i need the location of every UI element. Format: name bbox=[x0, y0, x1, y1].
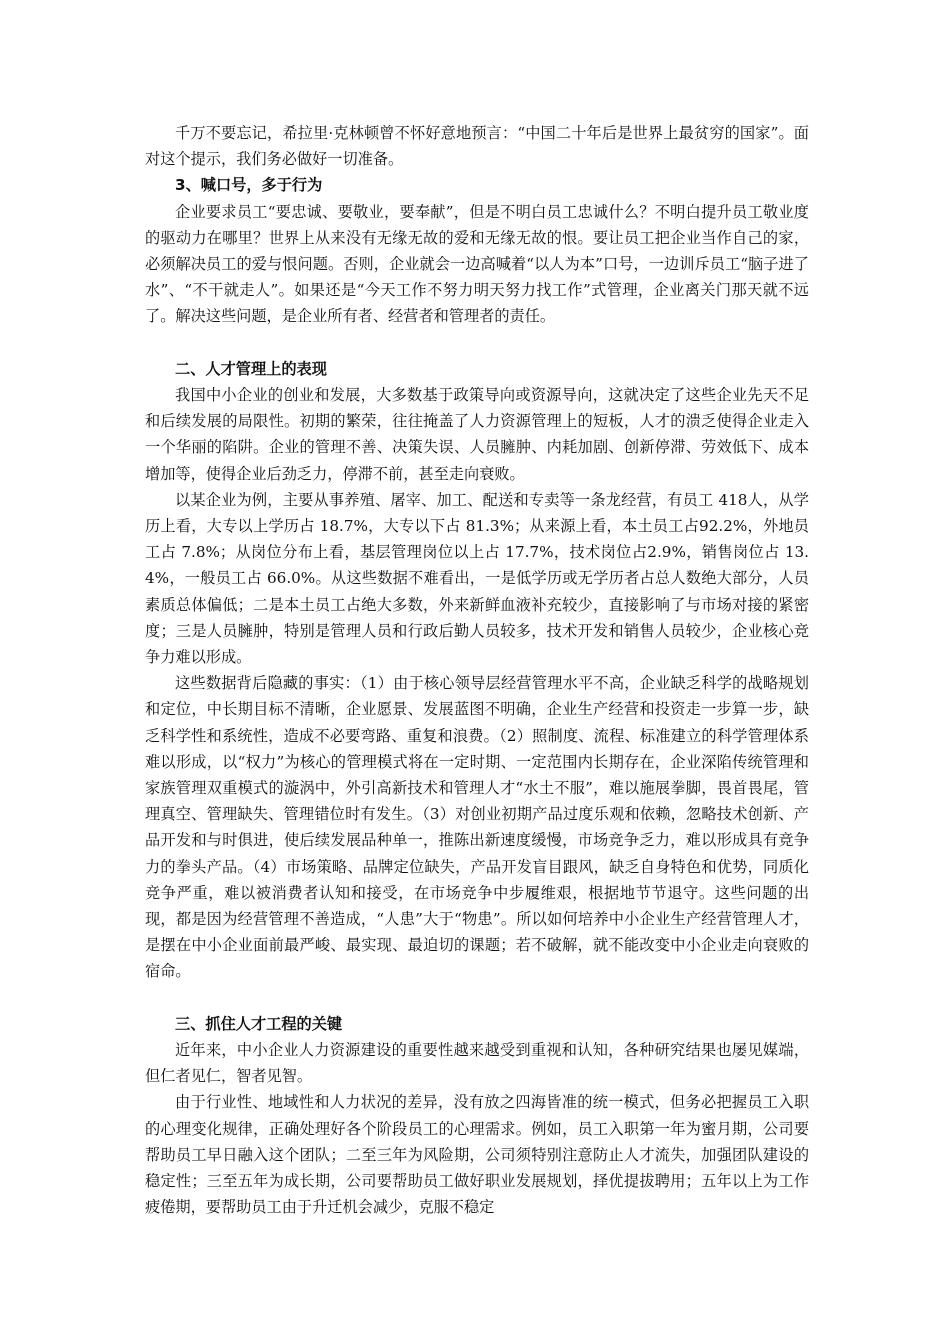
paragraph: 由于行业性、地域性和人力状况的差异，没有放之四海皆准的统一模式，但务必把握员工入职的心理变化规律，正确处理好各个阶段员工的心理需求。例如，员工入职第一年为蜜月期，公司要帮助员工早日融入这个团队；二至三年为风险期，公司须特别注意防止人才流失，加强团队建设的稳定性；三至五年为成长期，公司要帮助员工做好职业发展规划，择优提拔聘用；五年以上为工作疲倦期，要帮助员工由于升迁机会减少，克服不稳定 bbox=[145, 1093, 809, 1217]
section-heading-talent-management: 二、人才管理上的表现 bbox=[175, 359, 327, 378]
section-spacer bbox=[145, 985, 809, 1011]
paragraph: 以某企业为例，主要从事养殖、屠宰、加工、配送和专卖等一条龙经营，有员工 418人，从学历上看，大专以上学历占 18.7%，大专以下占 81.3%；从来源上看，本土员工占92.2%，外地员工占 7.8%；从岗位分布上看，基层管理岗位以上占 17.7%，技术岗位占2.9%，销售岗位占 13.4%，一般员工占 66.0%。从这些数据不难看出，一是低学历或无学历者占总人数绝大部分，人员素质总体偏低；二是本土员工占绝大多数，外来新鲜血液补充较少，直接影响了与市场对接的紧密度；三是人员臃肿，特别是管理人员和行政后勤人员较多，技术开发和销售人员较少，企业核心竞争力难以形成。 bbox=[145, 490, 809, 667]
paragraph: 近年来，中小企业人力资源建设的重要性越来越受到重视和认知，各种研究结果也屡见媒端，但仁者见仁，智者见智。 bbox=[145, 1041, 809, 1086]
section-heading-talent-project: 三、抓住人才工程的关键 bbox=[175, 1014, 343, 1033]
slogans-paragraph: 企业要求员工“要忠诚、要敬业，要奉献”，但是不明白员工忠诚什么？不明白提升员工敬业度的驱动力在哪里？世界上从来没有无缘无故的爱和无缘无故的恨。要让员工把企业当作自己的家，必须解决员工的爱与恨问题。否则，企业就会一边高喊着“以人为本”口号，一边训斥员工“脑子进了水”、“不干就走人”。如果还是“今天工作不努力明天努力找工作”式管理，企业离关门那天就不远了。解决这些问题，是企业所有者、经营者和管理者的责任。 bbox=[145, 202, 809, 326]
document-page bbox=[145, 120, 809, 1221]
paragraph: 这些数据背后隐藏的事实：（1）由于核心领导层经营管理水平不高，企业缺乏科学的战略规划和定位，中长期目标不清晰，企业愿景、发展蓝图不明确，企业生产经营和投资走一步算一步，缺乏科学性和系统性，造成不必要弯路、重复和浪费。（2）照制度、流程、标准建立的科学管理体系难以形成，以“权力”为核心的管理模式将在一定时期、一定范围内长期存在，企业深陷传统管理和家族管理双重模式的漩涡中，外引高新技术和管理人才“水土不服”，难以施展拳脚，畏首畏尾，管理真空、管理缺失、管理错位时有发生。（3）对创业初期产品过度乐观和依赖，忽略技术创新、产品开发和与时俱进，使后续发展品种单一，推陈出新速度缓慢，市场竞争乏力，难以形成具有竞争力的拳头产品。（4）市场策略、品牌定位缺失，产品开发盲目跟风，缺乏自身特色和优势，同质化竞争严重，难以被消费者认知和接受，在市场竞争中步履维艰，根据地节节退守。这些问题的出现，都是因为经营管理不善造成，“人患”大于“物患”。所以如何培养中小企业生产经营管理人才，是摆在中小企业面前最严峻、最实现、最迫切的课题；若不破解，就不能改变中小企业走向衰败的宿命。 bbox=[145, 674, 809, 981]
intro-paragraph: 千万不要忘记，希拉里·克林顿曾不怀好意地预言：“中国二十年后是世界上最贫穷的国家”。面对这个提示，我们务必做好一切准备。 bbox=[145, 124, 809, 169]
subheading-slogans: 3、喊口号，多于行为 bbox=[175, 176, 323, 195]
section-spacer bbox=[145, 330, 809, 356]
paragraph: 我国中小企业的创业和发展，大多数基于政策导向或资源导向，这就决定了这些企业先天不足和后续发展的局限性。初期的繁荣，往往掩盖了人力资源管理上的短板，人才的溃乏使得企业走入一个华丽的陷阱。企业的管理不善、决策失误、人员臃肿、内耗加剧、创新停滞、劳效低下、成本增加等，使得企业后劲乏力，停滞不前，甚至走向衰败。 bbox=[145, 386, 809, 483]
